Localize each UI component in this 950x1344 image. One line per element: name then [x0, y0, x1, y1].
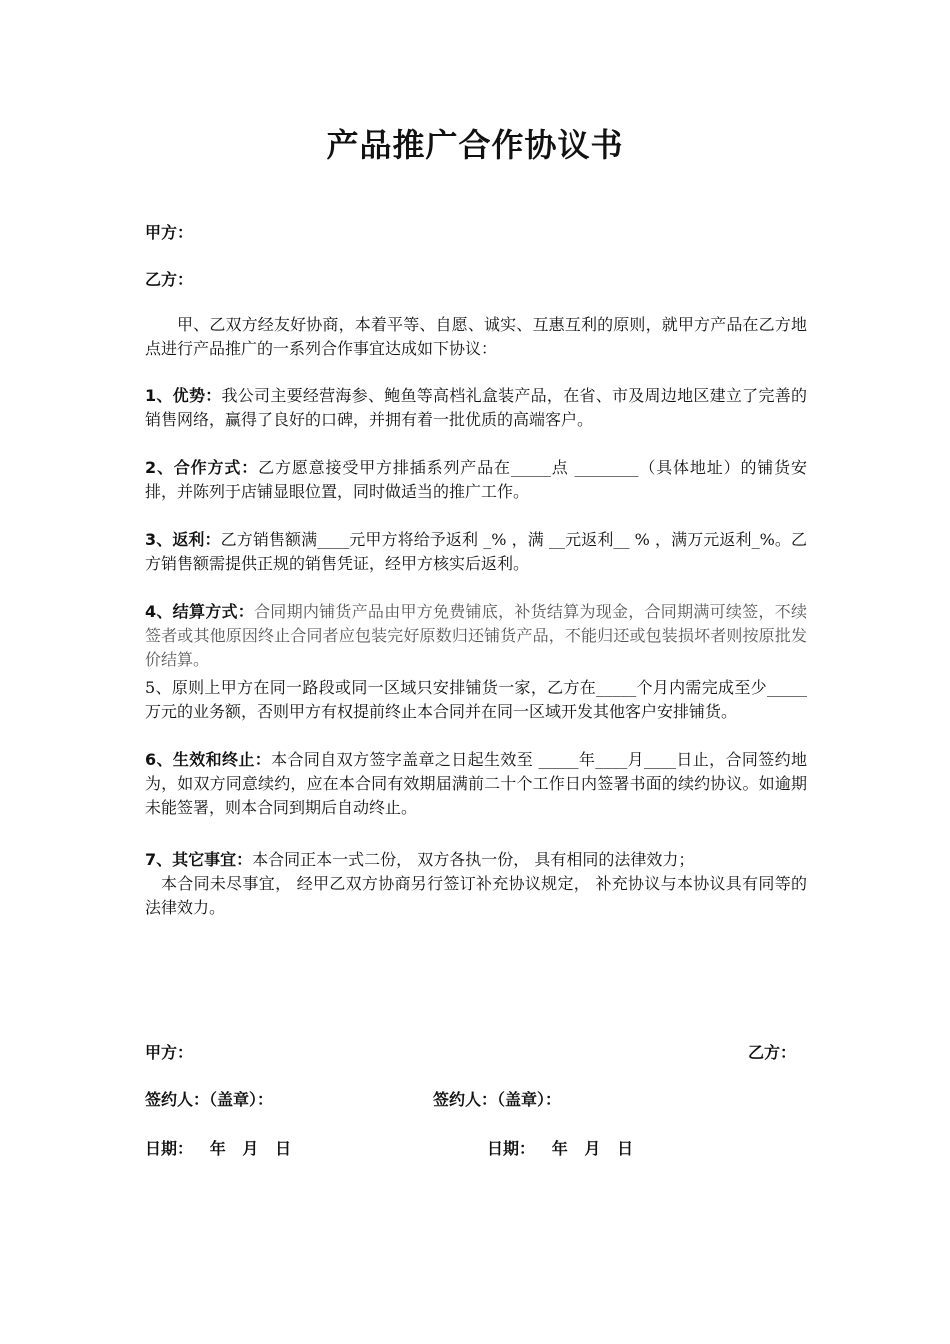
party-a-label: 甲方： — [145, 223, 194, 242]
clause-4 — [145, 600, 807, 672]
signature-party-a: 甲方： — [145, 1043, 194, 1062]
clause-2 — [145, 456, 807, 504]
clause-6-heading: 6、生效和终止： — [145, 750, 272, 769]
clause-7 — [145, 848, 807, 872]
intro-paragraph: 甲、乙双方经友好协商，本着平等、自愿、诚实、互惠互利的原则，就甲方产品在乙方地点进行产品推广的一系列合作事宜达成如下协议： — [145, 315, 807, 358]
signer-a-label: 签约人：（盖章）： — [145, 1090, 274, 1109]
clause-1 — [145, 384, 807, 432]
clause-4-text: 合同期内铺货产品由甲方免费铺底，补货结算为现金，合同期满可续签，不续签者或其他原因终止合同者应包装完好原数归还铺货产品，不能归还或包装损坏者则按原批发价结算。 — [145, 602, 807, 669]
party-b-label: 乙方： — [145, 270, 194, 289]
date-a-label: 日期： 年 月 日 — [145, 1139, 292, 1158]
clause-7-heading: 7、其它事宜： — [145, 850, 253, 869]
clause-2-heading: 2、合作方式： — [145, 458, 259, 477]
clause-5-text: 5、原则上甲方在同一路段或同一区域只安排铺货一家，乙方在_____个月内需完成至少_____万元的业务额，否则甲方有权提前终止本合同并在同一区域开发其他客户安排铺货。 — [145, 678, 807, 721]
clause-3 — [145, 528, 807, 576]
clause-3-text: 乙方销售额满____元甲方将给予返利 _% ，满 __元返利__ % ，满万元返利_%。乙方销售额需提供正规的销售凭证，经甲方核实后返利。 — [145, 530, 807, 573]
signature-party-b: 乙方： — [748, 1043, 797, 1062]
clause-1-heading: 1、优势： — [145, 386, 222, 405]
signer-b-label: 签约人：（盖章）： — [433, 1090, 562, 1109]
clause-1-text: 我公司主要经营海参、鲍鱼等高档礼盒装产品，在省、市及周边地区建立了完善的销售网络，赢得了良好的口碑，并拥有着一批优质的高端客户。 — [145, 386, 807, 429]
clause-2-text: 乙方愿意接受甲方排插系列产品在_____点 ________（具体地址）的铺货安排，并陈列于店铺显眼位置，同时做适当的推广工作。 — [145, 458, 807, 501]
clause-7-text: 本合同正本一式二份， 双方各执一份， 具有相同的法律效力； — [252, 850, 695, 869]
document-title: 产品推广合作协议书 — [326, 126, 624, 164]
clause-7-continued-text: 本合同未尽事宜， 经甲乙双方协商另行签订补充协议规定， 补充协议与本协议具有同等的法律效力。 — [145, 874, 807, 917]
clause-4-heading: 4、结算方式： — [145, 602, 255, 621]
clause-5 — [145, 676, 807, 724]
clause-6 — [145, 748, 807, 820]
clause-7-continued — [145, 872, 807, 920]
clause-3-heading: 3、返利： — [145, 530, 221, 549]
clause-6-text: 本合同自双方签字盖章之日起生效至 _____年____月____日止，合同签约地为，如双方同意续约，应在本合同有效期届满前二十个工作日内签署书面的续约协议。如逾期未能签署，则本合同到期后自动终止。 — [145, 750, 807, 817]
date-b-label: 日期： 年 月 日 — [487, 1139, 634, 1158]
